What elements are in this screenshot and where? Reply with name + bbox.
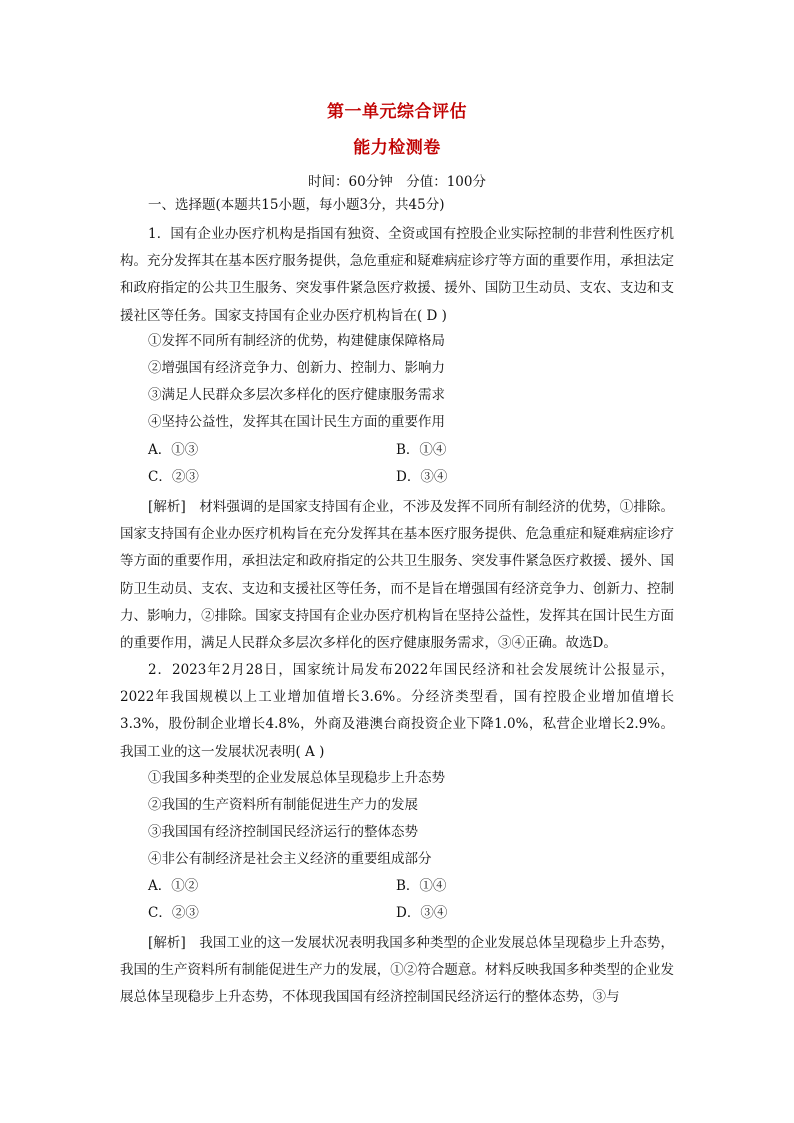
q1-option-c: C．②③ bbox=[148, 469, 199, 485]
q2-item-2: ②我国的生产资料所有制能促进生产力的发展 bbox=[148, 797, 418, 813]
q1-item-1: ①发挥不同所有制经济的优势，构建健康保障格局 bbox=[148, 333, 445, 349]
q1-item-2: ②增强国有经济竞争力、创新力、控制力、影响力 bbox=[148, 360, 445, 376]
q2-option-a: A．①② bbox=[148, 878, 199, 894]
q2-item-3: ③我国国有经济控制国民经济运行的整体态势 bbox=[148, 824, 418, 840]
document-title: 第一单元综合评估 bbox=[327, 102, 467, 122]
q1-item-4: ④坚持公益性，发挥其在国计民生方面的重要作用 bbox=[148, 414, 445, 430]
question-1-stem: 1．国有企业办医疗机构是指国有独资、全资或国有控股企业实际控制的非营利性医疗机构。充分发挥其在基本医疗服务提供，急危重症和疑难病症诊疗等方面的重要作用，承担法定和政府指定的公共卫生服务、突发事件紧急医疗救援、援外、国防卫生动员、支农、支边和支援社区等任务。国家支持国有企业办医疗机构旨在( D ) bbox=[120, 226, 674, 324]
q1-option-d: D．③④ bbox=[396, 469, 448, 485]
q2-item-1: ①我国多种类型的企业发展总体呈现稳步上升态势 bbox=[148, 770, 445, 786]
q2-option-d: D．③④ bbox=[396, 905, 448, 921]
q2-option-b: B．①④ bbox=[396, 878, 447, 894]
document-subtitle: 能力检测卷 bbox=[353, 138, 441, 158]
question-1-analysis: [解析] 材料强调的是国家支持国有企业，不涉及发挥不同所有制经济的优势，①排除。国家支持国有企业办医疗机构旨在充分发挥其在基本医疗服务提供、危急重症和疑难病症诊疗等方面的重要作用，承担法定和政府指定的公共卫生服务、突发事件紧急医疗救援、援外、国防卫生动员、支农、支边和支援社区等任务，而不是旨在增强国有经济竞争力、创新力、控制力、影响力，②排除。国家支持国有企业办医疗机构旨在坚持公益性，发挥其在国计民生方面的重要作用，满足人民群众多层次多样化的医疗健康服务需求，③④正确。故选D。 bbox=[120, 499, 674, 652]
exam-meta: 时间：60分钟 分值：100分 bbox=[308, 174, 486, 190]
q1-item-3: ③满足人民群众多层次多样化的医疗健康服务需求 bbox=[148, 387, 445, 403]
question-2-stem: 2．2023年2月28日，国家统计局发布2022年国民经济和社会发展统计公报显示，2022年我国规模以上工业增加值增长3.6%。分经济类型看，国有控股企业增加值增长3.3%，股份制企业增长4.8%，外商及港澳台商投资企业下降1.0%，私营企业增长2.9%。我国工业的这一发展状况表明( A ) bbox=[120, 662, 674, 760]
q2-item-4: ④非公有制经济是社会主义经济的重要组成部分 bbox=[148, 851, 432, 867]
q1-option-a: A．①③ bbox=[148, 442, 199, 458]
section-heading: 一、选择题(本题共15小题，每小题3分，共45分) bbox=[148, 197, 445, 213]
q2-option-c: C．②③ bbox=[148, 905, 199, 921]
question-2-analysis: [解析] 我国工业的这一发展状况表明我国多种类型的企业发展总体呈现稳步上升态势，我国的生产资料所有制能促进生产力的发展，①②符合题意。材料反映我国多种类型的企业发展总体呈现稳步上升态势，不体现我国国有经济控制国民经济运行的整体态势，③与 bbox=[120, 935, 674, 1006]
q1-option-b: B．①④ bbox=[396, 442, 447, 458]
